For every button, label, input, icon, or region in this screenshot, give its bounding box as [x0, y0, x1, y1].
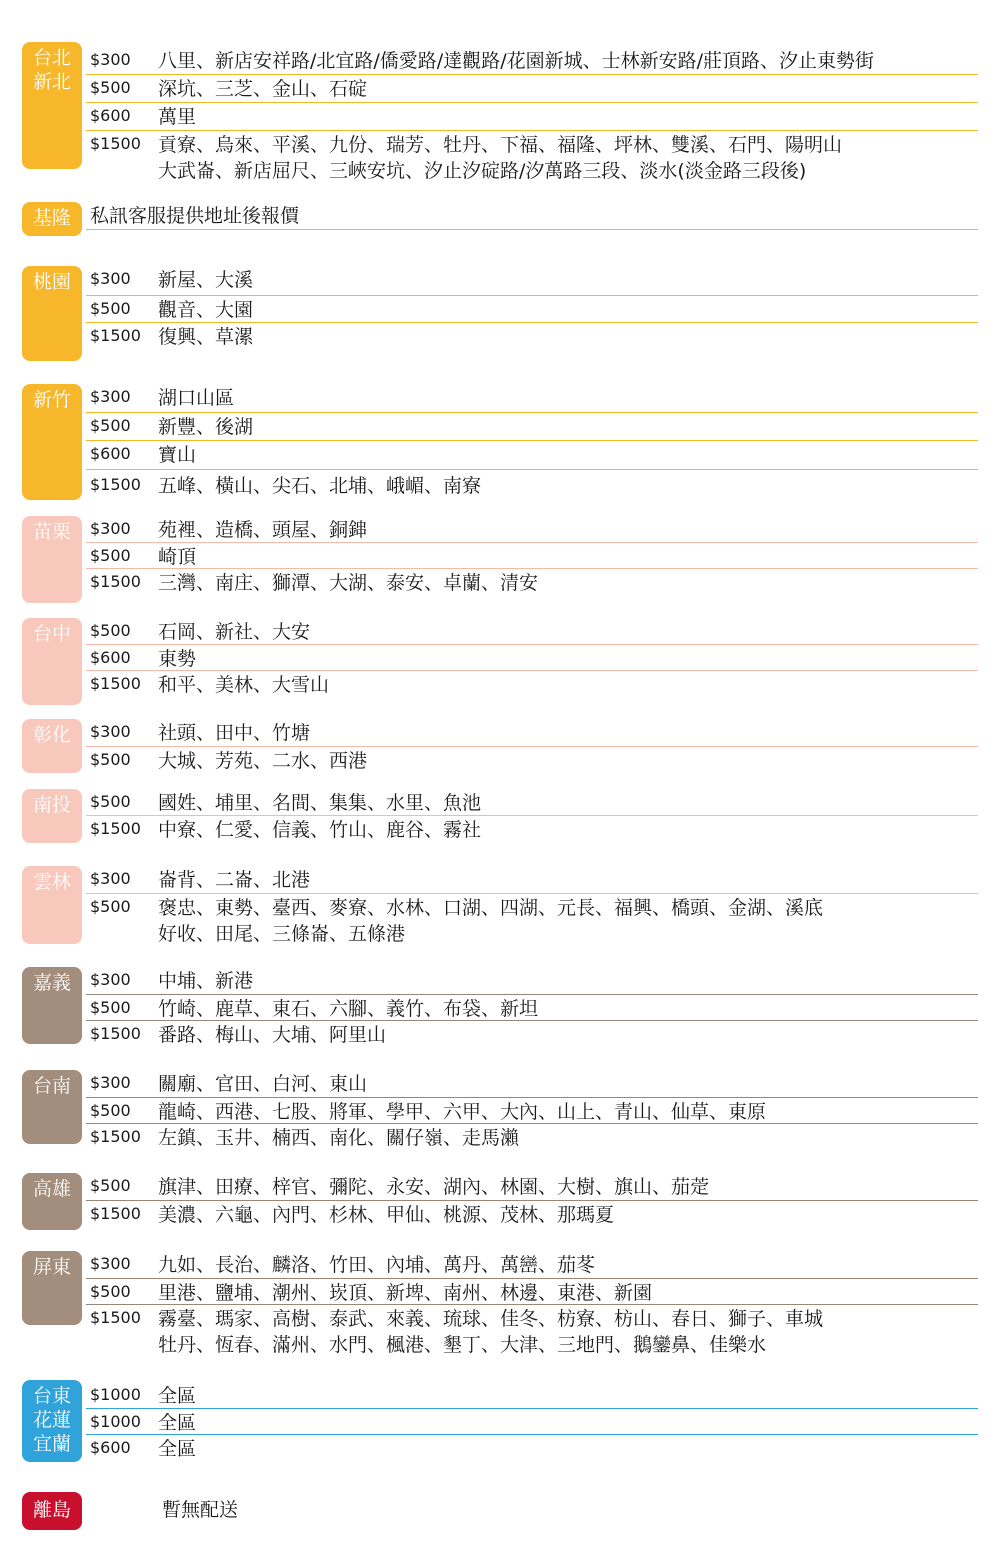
areas: 旗津、田療、梓官、彌陀、永安、湖內、林園、大樹、旗山、茄萣 — [158, 1176, 710, 1198]
region-badge — [22, 866, 82, 944]
region-badge — [22, 967, 82, 1044]
region-name: 離島 — [32, 1499, 71, 1521]
price-row — [86, 296, 978, 323]
region-badge — [22, 719, 82, 773]
price-row — [86, 645, 978, 671]
price-row — [86, 1251, 978, 1279]
region-badge — [22, 1070, 82, 1144]
price: $300 — [90, 519, 131, 538]
price-row — [86, 42, 978, 75]
areas: 關廟、官田、白河、東山 — [158, 1073, 368, 1095]
region-name: 台北 — [32, 47, 71, 69]
price-row — [86, 323, 978, 351]
price-row — [86, 1098, 978, 1124]
price-rows — [86, 618, 978, 699]
region-name: 新北 — [32, 71, 71, 93]
price: $500 — [90, 621, 131, 640]
areas: 中寮、仁愛、信義、竹山、鹿谷、霧社 — [158, 819, 482, 841]
price-row — [86, 967, 978, 995]
price-row — [86, 1380, 978, 1409]
areas: 東勢 — [158, 648, 197, 670]
areas: 中埔、新港 — [158, 970, 254, 992]
areas: 復興、草漯 — [158, 326, 254, 348]
areas: 左鎮、玉井、楠西、南化、關仔嶺、走馬瀨 — [158, 1127, 520, 1149]
price-rows — [86, 866, 978, 948]
price: $300 — [90, 387, 131, 406]
price: $1000 — [90, 1412, 141, 1431]
region-name: 屏東 — [32, 1256, 71, 1278]
price: $500 — [90, 897, 131, 916]
price: $500 — [90, 1101, 131, 1120]
price: $1500 — [90, 819, 141, 838]
price-row — [86, 131, 978, 187]
price-row — [86, 747, 978, 774]
region-name: 苗栗 — [32, 521, 71, 543]
areas: 社頭、田中、竹塘 — [158, 722, 311, 744]
price: $300 — [90, 50, 131, 69]
price-row — [86, 1124, 978, 1151]
price-rows — [86, 967, 978, 1048]
region-badge — [22, 1492, 82, 1530]
price: $500 — [90, 750, 131, 769]
region-name: 台中 — [32, 623, 71, 645]
region-name: 雲林 — [32, 871, 71, 893]
region-badge — [22, 516, 82, 603]
price: $1500 — [90, 572, 141, 591]
price-row — [86, 103, 978, 131]
areas: 九如、長治、麟洛、竹田、內埔、萬丹、萬巒、茄苳 — [158, 1254, 596, 1276]
areas: 新屋、大溪 — [158, 269, 254, 291]
price: $1500 — [90, 1204, 141, 1223]
price: $300 — [90, 1254, 131, 1273]
region-badge — [22, 266, 82, 361]
region-name: 宜蘭 — [32, 1433, 71, 1455]
region-name: 嘉義 — [32, 972, 71, 994]
price-rows — [86, 202, 978, 230]
price: $1500 — [90, 326, 141, 345]
areas: 石岡、新社、大安 — [158, 621, 311, 643]
price: $500 — [90, 546, 131, 565]
areas: 寶山 — [158, 444, 197, 466]
price: $1500 — [90, 674, 141, 693]
price-row — [86, 75, 978, 103]
price: $1500 — [90, 1308, 141, 1327]
price-row — [86, 1409, 978, 1435]
areas: 湖口山區 — [158, 387, 235, 409]
areas: 深坑、三芝、金山、石碇 — [158, 78, 368, 100]
price-row — [86, 413, 978, 441]
price: $1000 — [90, 1385, 141, 1404]
price-rows — [86, 789, 978, 843]
price-row — [86, 1201, 978, 1228]
region-name: 桃園 — [32, 271, 71, 293]
note-row — [86, 202, 978, 230]
price: $500 — [90, 416, 131, 435]
region-name: 台東 — [32, 1385, 71, 1407]
price-row — [86, 569, 978, 597]
areas: 崎頂 — [158, 546, 197, 568]
areas: 番路、梅山、大埔、阿里山 — [158, 1024, 387, 1046]
price: $300 — [90, 970, 131, 989]
areas: 觀音、大園 — [158, 299, 254, 321]
price: $600 — [90, 106, 131, 125]
price: $500 — [90, 1176, 131, 1195]
region-name: 高雄 — [32, 1178, 71, 1200]
region-badge — [22, 384, 82, 500]
price: $1500 — [90, 134, 141, 153]
region-name: 彰化 — [32, 724, 71, 746]
region-name: 花蓮 — [32, 1409, 71, 1431]
price-rows — [86, 384, 978, 500]
areas: 苑裡、造橋、頭屋、銅鋛 — [158, 519, 368, 541]
areas: 竹崎、鹿草、東石、六腳、義竹、布袋、新坦 — [158, 998, 539, 1020]
price: $300 — [90, 869, 131, 888]
areas: 褒忠、東勢、臺西、麥寮、水林、口湖、四湖、元長、福興、橋頭、金湖、溪底 好收、田尾、三條崙、五條港 — [158, 897, 824, 945]
price-row — [86, 1021, 978, 1048]
price-row — [86, 894, 978, 948]
region-name: 新竹 — [32, 389, 71, 411]
region-badge — [22, 1173, 82, 1230]
price-row — [86, 1070, 978, 1098]
price-rows — [86, 1380, 978, 1462]
areas: 全區 — [158, 1438, 197, 1460]
price-row — [86, 1435, 978, 1462]
region-badge — [22, 789, 82, 843]
price: $600 — [90, 1438, 131, 1457]
price-row — [86, 543, 978, 569]
price-row — [86, 266, 978, 296]
price-row — [86, 470, 978, 500]
region-badge — [22, 42, 82, 169]
region-badge — [22, 618, 82, 705]
price: $300 — [90, 722, 131, 741]
price-row — [86, 789, 978, 816]
areas: 全區 — [158, 1412, 197, 1434]
areas: 三灣、南庄、獅潭、大湖、泰安、卓蘭、清安 — [158, 572, 539, 594]
region-note: 暫無配送 — [162, 1499, 239, 1521]
price-rows — [86, 1070, 978, 1151]
region-name: 基隆 — [32, 207, 71, 229]
areas: 貢寮、烏來、平溪、九份、瑞芳、牡丹、下福、福隆、坪林、雙溪、石門、陽明山 大武崙、新店屈尺、三峽安坑、汐止汐碇路/汐萬路三段、淡水(淡金路三段後) — [158, 134, 843, 182]
areas: 里港、鹽埔、潮州、崁頂、新埤、南州、林邊、東港、新園 — [158, 1282, 653, 1304]
price: $1500 — [90, 1024, 141, 1043]
price: $300 — [90, 1073, 131, 1092]
areas: 龍崎、西港、七股、將軍、學甲、六甲、大內、山上、青山、仙草、東原 — [158, 1101, 767, 1123]
price: $500 — [90, 1282, 131, 1301]
price: $500 — [90, 998, 131, 1017]
areas: 國姓、埔里、名間、集集、水里、魚池 — [158, 792, 482, 814]
region-note: 私訊客服提供地址後報價 — [90, 205, 300, 227]
price-row — [86, 866, 978, 894]
region-badge — [22, 1251, 82, 1325]
areas: 新豐、後湖 — [158, 416, 254, 438]
price-row — [86, 441, 978, 470]
price-rows — [86, 516, 978, 597]
price: $500 — [90, 78, 131, 97]
price-rows — [86, 42, 978, 187]
price-row — [86, 816, 978, 843]
areas: 和平、美林、大雪山 — [158, 674, 330, 696]
price: $1500 — [90, 475, 141, 494]
price-rows — [86, 719, 978, 774]
price-row — [86, 1305, 978, 1359]
price: $1500 — [90, 1127, 141, 1146]
price: $600 — [90, 648, 131, 667]
price: $300 — [90, 269, 131, 288]
price-row — [86, 618, 978, 645]
price: $500 — [90, 299, 131, 318]
price-row — [86, 1279, 978, 1305]
price-rows — [86, 1173, 978, 1228]
price-rows — [86, 266, 978, 351]
areas: 萬里 — [158, 106, 197, 128]
price-row — [86, 1173, 978, 1201]
price-row — [86, 516, 978, 543]
areas: 五峰、橫山、尖石、北埔、峨嵋、南寮 — [158, 475, 482, 497]
region-badge — [22, 202, 82, 236]
areas: 霧臺、瑪家、高樹、泰武、來義、琉球、佳冬、枋寮、枋山、春日、獅子、車城 牡丹、恆春、滿州、水門、楓港、墾丁、大津、三地門、鵝鑾鼻、佳樂水 — [158, 1308, 824, 1356]
region-name: 台南 — [32, 1075, 71, 1097]
price-row — [86, 719, 978, 747]
areas: 美濃、六龜、內門、杉林、甲仙、桃源、茂林、那瑪夏 — [158, 1204, 615, 1226]
region-badge — [22, 1380, 82, 1462]
price: $500 — [90, 792, 131, 811]
price-row — [86, 995, 978, 1021]
price-row — [86, 671, 978, 699]
region-name: 南投 — [32, 794, 71, 816]
areas: 崙背、二崙、北港 — [158, 869, 311, 891]
price-row — [86, 384, 978, 413]
areas: 全區 — [158, 1385, 197, 1407]
price-rows — [86, 1251, 978, 1359]
price: $600 — [90, 444, 131, 463]
areas: 八里、新店安祥路/北宜路/僑愛路/達觀路/花園新城、士林新安路/莊頂路、汐止東勢街 — [158, 50, 875, 72]
areas: 大城、芳苑、二水、西港 — [158, 750, 368, 772]
